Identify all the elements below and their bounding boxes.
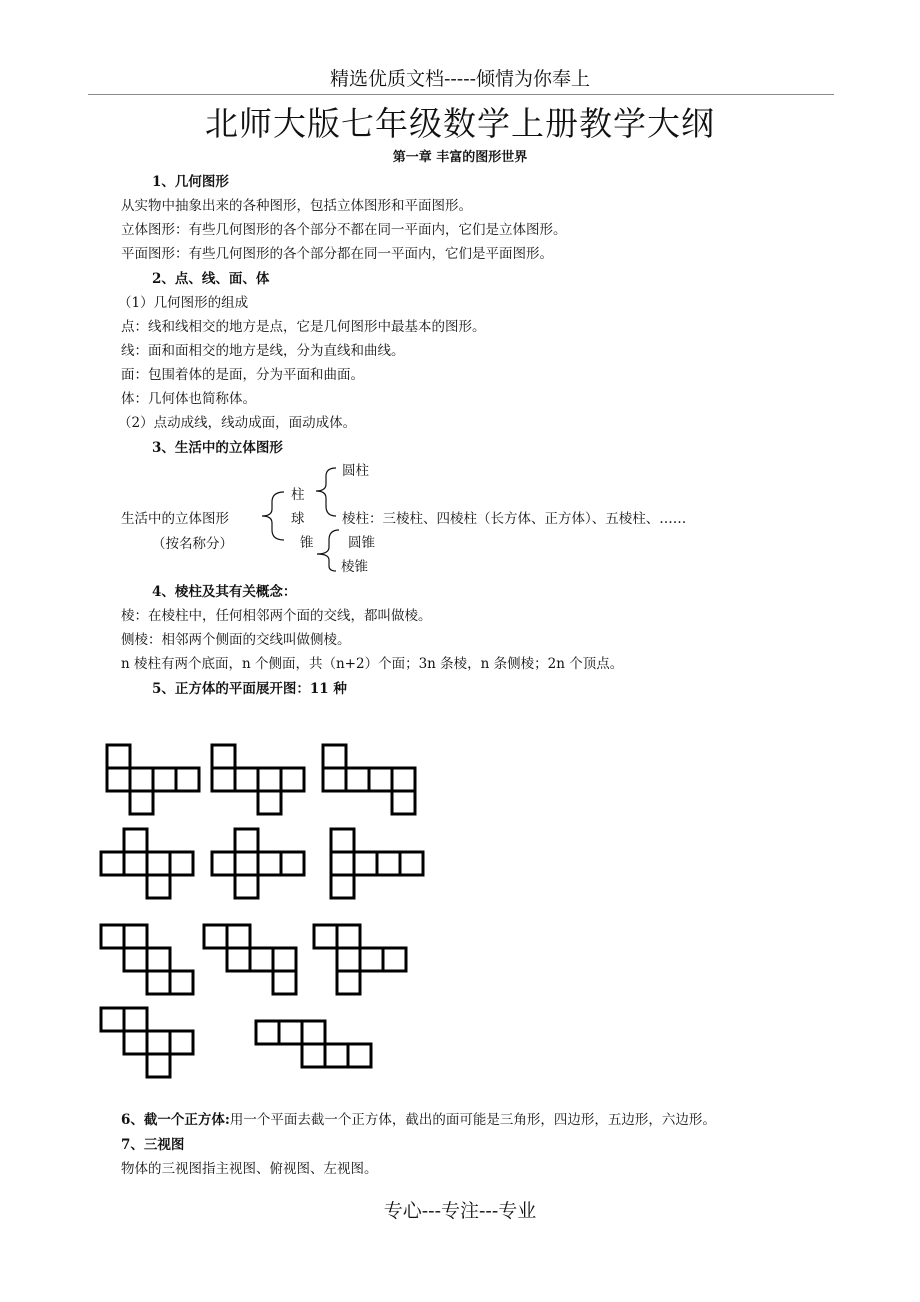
net-square: [101, 852, 124, 875]
cube-net-8: [204, 925, 296, 994]
net-square: [377, 852, 400, 875]
diagram-leaf-lengzhui: 棱锥: [341, 559, 368, 575]
net-square: [235, 829, 258, 852]
net-square: [204, 925, 227, 948]
net-square: [331, 852, 354, 875]
net-square: [323, 745, 346, 768]
diagram-leaf-lengzhu: 棱柱：三棱柱、四棱柱（长方体、正方体）、五棱柱、……: [342, 511, 687, 527]
net-square: [256, 1021, 279, 1044]
cube-net-11: [256, 1021, 371, 1067]
cube-net-3: [323, 745, 415, 814]
diagram-leaf-yuanzhu: 圆柱: [342, 463, 369, 479]
net-square: [337, 948, 360, 971]
section-2-line-5: 体：几何体也简称体。: [121, 391, 256, 407]
net-square: [212, 852, 235, 875]
net-square: [337, 971, 360, 994]
cube-net-1: [107, 745, 199, 814]
net-square: [258, 768, 281, 791]
net-square: [337, 925, 360, 948]
diagram-root-label: 生活中的立体图形: [121, 511, 229, 527]
net-square: [314, 925, 337, 948]
net-square: [235, 875, 258, 898]
net-square: [147, 852, 170, 875]
net-square: [227, 925, 250, 948]
cube-nets-figure: [95, 735, 425, 1085]
net-square: [147, 875, 170, 898]
cube-net-2: [212, 745, 304, 814]
net-square: [101, 1008, 124, 1031]
net-square: [235, 768, 258, 791]
net-square: [348, 1044, 371, 1067]
net-square: [124, 852, 147, 875]
net-square: [281, 768, 304, 791]
net-square: [212, 768, 235, 791]
section-1-heading: 1、几何图形: [152, 174, 229, 190]
net-square: [302, 1044, 325, 1067]
net-square: [227, 948, 250, 971]
net-square: [124, 948, 147, 971]
chapter-heading: 第一章 丰富的图形世界: [392, 150, 528, 165]
document-title: 北师大版七年级数学上册教学大纲: [205, 104, 715, 143]
net-square: [101, 925, 124, 948]
cube-net-4: [101, 829, 193, 898]
section-2-line-6: （2）点动成线，线动成面，面动成体。: [118, 415, 357, 431]
section-4-line-3: n 棱柱有两个底面，n 个侧面，共（n+2）个面；3n 条棱，n 条侧棱；2n 个顶点。: [121, 656, 624, 672]
net-square: [360, 948, 383, 971]
net-square: [107, 768, 130, 791]
net-square: [147, 971, 170, 994]
net-square: [153, 768, 176, 791]
cube-net-9: [314, 925, 406, 994]
net-square: [279, 1021, 302, 1044]
net-square: [170, 1031, 193, 1054]
net-square: [281, 852, 304, 875]
page-header: 精选优质文档-----倾情为你奉上: [329, 68, 591, 90]
diagram-node-qiu: 球: [291, 511, 305, 527]
page-footer: 专心---专注---专业: [383, 1200, 537, 1222]
section-1-line-1: 从实物中抽象出来的各种图形，包括立体图形和平面图形。: [121, 198, 472, 214]
net-square: [124, 829, 147, 852]
net-square: [325, 1044, 348, 1067]
section-7-line-1: 物体的三视图指主视图、俯视图、左视图。: [121, 1161, 378, 1177]
net-square: [331, 875, 354, 898]
net-square: [107, 745, 130, 768]
section-4-heading: 4、棱柱及其有关概念：: [152, 584, 297, 600]
section-7-heading: 7、三视图: [121, 1137, 185, 1153]
section-2-line-3: 线：面和面相交的地方是线，分为直线和曲线。: [121, 343, 405, 359]
section-3-heading: 3、生活中的立体图形: [152, 440, 283, 456]
header-rule: [88, 94, 834, 95]
net-square: [170, 971, 193, 994]
net-square: [354, 852, 377, 875]
net-square: [392, 768, 415, 791]
diagram-leaf-yuanzhui: 圆锥: [348, 535, 375, 551]
section-1-line-3: 平面图形：有些几何图形的各个部分都在同一平面内，它们是平面图形。: [121, 246, 553, 262]
net-square: [323, 768, 346, 791]
net-square: [124, 1008, 147, 1031]
section-1-line-2: 立体图形：有些几何图形的各个部分不都在同一平面内，它们是立体图形。: [121, 222, 567, 238]
section-6-line: [121, 1108, 716, 1128]
cube-net-6: [331, 829, 423, 898]
net-square: [346, 768, 369, 791]
net-square: [273, 948, 296, 971]
net-square: [130, 768, 153, 791]
diagram-node-zhu: 柱: [291, 487, 305, 503]
net-square: [235, 852, 258, 875]
net-square: [273, 971, 296, 994]
net-square: [212, 745, 235, 768]
net-square: [124, 925, 147, 948]
section-6-heading: 6、截一个正方体:: [121, 1112, 230, 1128]
section-4-line-2: 侧棱：相邻两个侧面的交线叫做侧棱。: [121, 632, 351, 648]
net-square: [147, 1054, 170, 1077]
section-2-line-2: 点：线和线相交的地方是点，它是几何图形中最基本的图形。: [121, 319, 486, 335]
net-square: [130, 791, 153, 814]
section-2-heading: 2、点、线、面、体: [152, 271, 270, 287]
net-square: [383, 948, 406, 971]
diagram-root-note: （按名称分）: [152, 536, 233, 552]
diagram-node-zhui: 锥: [300, 535, 314, 551]
net-square: [331, 829, 354, 852]
section-2-line-1: （1）几何图形的组成: [118, 295, 249, 311]
section-2-line-4: 面：包围着体的是面，分为平面和曲面。: [121, 367, 364, 383]
net-square: [258, 852, 281, 875]
section-4-line-1: 棱：在棱柱中，任何相邻两个面的交线，都叫做棱。: [121, 608, 432, 624]
cube-net-5: [212, 829, 304, 898]
net-square: [258, 791, 281, 814]
net-square: [392, 791, 415, 814]
net-square: [302, 1021, 325, 1044]
section-5-heading: 5、正方体的平面展开图：11 种: [152, 681, 347, 697]
cube-net-10: [101, 1008, 193, 1077]
cube-net-7: [101, 925, 193, 994]
section-6-text: 用一个平面去截一个正方体，截出的面可能是三角形，四边形，五边形，六边形。: [229, 1112, 716, 1128]
net-square: [124, 1031, 147, 1054]
net-square: [369, 768, 392, 791]
net-square: [176, 768, 199, 791]
net-square: [147, 1031, 170, 1054]
net-square: [250, 948, 273, 971]
net-square: [147, 948, 170, 971]
net-square: [170, 852, 193, 875]
net-square: [400, 852, 423, 875]
